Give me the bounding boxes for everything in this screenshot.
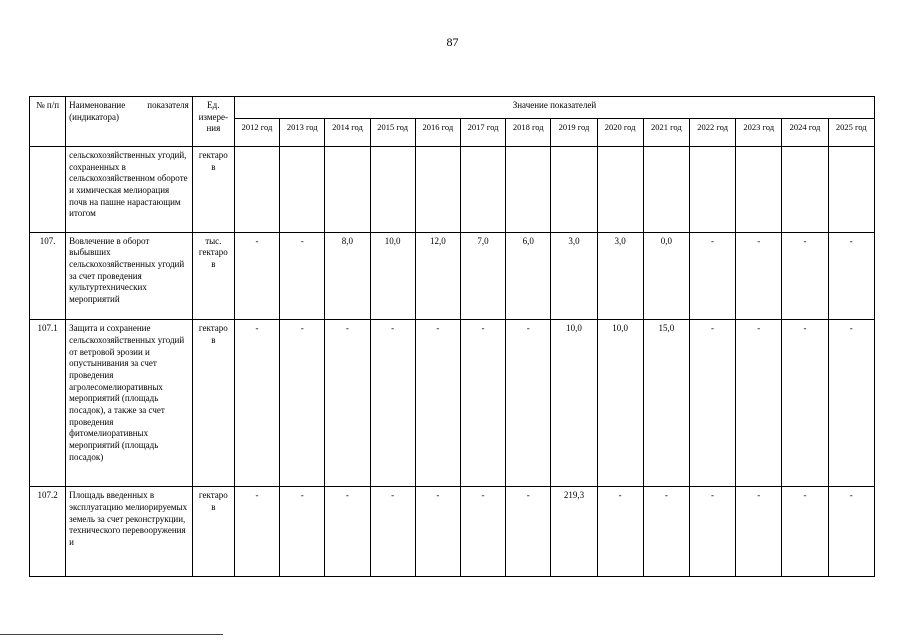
indicator-name: Защита и сохранение сельскохозяйственных угодий от ветровой эрозии и опустынивания за счет проведения агролесомелиоративных мероприятий (площадь посадок), а также за счет проведения фитомелиоративных мероприятий (площадь посадок) bbox=[66, 320, 193, 487]
header-year: 2014 год bbox=[325, 119, 370, 147]
value-cell bbox=[828, 147, 874, 233]
value-cell bbox=[551, 147, 597, 233]
value-cell bbox=[415, 147, 460, 233]
value-cell bbox=[370, 147, 415, 233]
header-unit: Ед. измере-ния bbox=[192, 97, 234, 147]
header-year: 2018 год bbox=[506, 119, 551, 147]
unit-of-measure: гектаро в bbox=[192, 147, 234, 233]
value-cell: - bbox=[736, 320, 782, 487]
table-row bbox=[30, 232, 875, 320]
value-cell: - bbox=[325, 487, 370, 577]
indicator-name: Площадь введенных в эксплуатацию мелиорируемых земель за счет реконструкции, технического перевооружения и bbox=[66, 487, 193, 577]
value-cell: 15,0 bbox=[643, 320, 689, 487]
header-year: 2015 год bbox=[370, 119, 415, 147]
value-cell bbox=[782, 147, 828, 233]
value-cell: - bbox=[506, 487, 551, 577]
value-cell: 10,0 bbox=[597, 320, 643, 487]
value-cell: - bbox=[370, 487, 415, 577]
value-cell: - bbox=[597, 487, 643, 577]
scan-edge-line bbox=[0, 634, 223, 635]
value-cell: 219,3 bbox=[551, 487, 597, 577]
value-cell: - bbox=[782, 320, 828, 487]
value-cell: - bbox=[828, 232, 874, 320]
row-number: 107.1 bbox=[30, 320, 66, 487]
value-cell: - bbox=[736, 232, 782, 320]
value-cell: 8,0 bbox=[325, 232, 370, 320]
value-cell bbox=[234, 147, 279, 233]
table-row bbox=[30, 487, 875, 577]
value-cell bbox=[689, 147, 735, 233]
header-year: 2017 год bbox=[460, 119, 505, 147]
indicator-name: Вовлечение в оборот выбывших сельскохозяйственных угодий за счет проведения культуртехнических мероприятий bbox=[66, 232, 193, 320]
header-name: Наименование показателя (индикатора) bbox=[66, 97, 193, 147]
header-year: 2012 год bbox=[234, 119, 279, 147]
table-row bbox=[30, 320, 875, 487]
value-cell: - bbox=[370, 320, 415, 487]
value-cell: - bbox=[782, 232, 828, 320]
value-cell: - bbox=[828, 487, 874, 577]
table-row bbox=[30, 147, 875, 233]
value-cell bbox=[280, 147, 325, 233]
value-cell: - bbox=[782, 487, 828, 577]
header-year: 2013 год bbox=[280, 119, 325, 147]
header-year: 2023 год bbox=[736, 119, 782, 147]
header-values: Значение показателей bbox=[234, 97, 874, 119]
value-cell: 0,0 bbox=[643, 232, 689, 320]
value-cell: - bbox=[689, 487, 735, 577]
value-cell: - bbox=[280, 487, 325, 577]
value-cell bbox=[506, 147, 551, 233]
header-year: 2020 год bbox=[597, 119, 643, 147]
value-cell: - bbox=[415, 320, 460, 487]
header-num: № п/п bbox=[30, 97, 66, 147]
header-year: 2025 год bbox=[828, 119, 874, 147]
value-cell: - bbox=[234, 232, 279, 320]
indicators-table bbox=[29, 96, 875, 577]
value-cell: - bbox=[415, 487, 460, 577]
row-number: 107.2 bbox=[30, 487, 66, 577]
value-cell: - bbox=[689, 232, 735, 320]
page-number: 87 bbox=[446, 35, 459, 49]
value-cell: - bbox=[460, 320, 505, 487]
value-cell: - bbox=[460, 487, 505, 577]
value-cell: - bbox=[325, 320, 370, 487]
value-cell: - bbox=[736, 487, 782, 577]
header-year: 2022 год bbox=[689, 119, 735, 147]
value-cell: - bbox=[234, 320, 279, 487]
header-year: 2024 год bbox=[782, 119, 828, 147]
value-cell: 6,0 bbox=[506, 232, 551, 320]
value-cell: 10,0 bbox=[551, 320, 597, 487]
value-cell: 7,0 bbox=[460, 232, 505, 320]
value-cell bbox=[460, 147, 505, 233]
indicator-name: сельскохозяйственных угодий, сохраненных в сельскохозяйственном обороте и химическая мелиорация почв на пашне нарастающим итогом bbox=[66, 147, 193, 233]
value-cell: - bbox=[234, 487, 279, 577]
value-cell: - bbox=[280, 232, 325, 320]
value-cell: - bbox=[506, 320, 551, 487]
header-year: 2019 год bbox=[551, 119, 597, 147]
value-cell: - bbox=[643, 487, 689, 577]
value-cell: 10,0 bbox=[370, 232, 415, 320]
value-cell: - bbox=[280, 320, 325, 487]
row-number bbox=[30, 147, 66, 233]
value-cell bbox=[736, 147, 782, 233]
value-cell: - bbox=[828, 320, 874, 487]
unit-of-measure: гектаро в bbox=[192, 320, 234, 487]
value-cell: - bbox=[689, 320, 735, 487]
header-year: 2016 год bbox=[415, 119, 460, 147]
row-number: 107. bbox=[30, 232, 66, 320]
value-cell bbox=[325, 147, 370, 233]
value-cell: 3,0 bbox=[551, 232, 597, 320]
value-cell bbox=[643, 147, 689, 233]
value-cell bbox=[597, 147, 643, 233]
value-cell: 12,0 bbox=[415, 232, 460, 320]
header-year: 2021 год bbox=[643, 119, 689, 147]
unit-of-measure: гектаро в bbox=[192, 487, 234, 577]
value-cell: 3,0 bbox=[597, 232, 643, 320]
unit-of-measure: тыс. гектаро в bbox=[192, 232, 234, 320]
